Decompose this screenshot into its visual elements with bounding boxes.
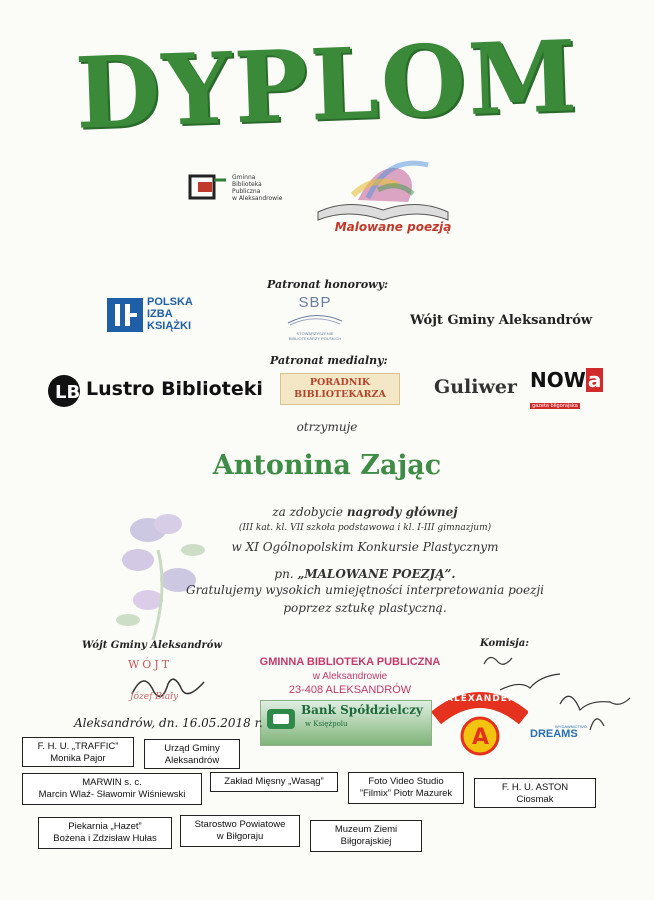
sponsor-line: Aleksandrów [164, 755, 220, 766]
guliwer-logo: Guliwer [434, 376, 517, 398]
award-bold: nagrody głównej [346, 505, 458, 519]
committee-label: Komisja: [480, 638, 529, 649]
library-stamp-line2: w Aleksandrowie [312, 671, 388, 682]
sbp-logo-subtext: STOWARZYSZENIE BIBLIOTEKARZY POLSKICH [288, 331, 342, 341]
congrats-line1: Gratulujemy wysokich umiejętności interpretowania poezji [185, 583, 544, 597]
sponsor-box [210, 772, 338, 792]
sponsor-line: MARWIN s. c. [82, 777, 142, 788]
nowa-logo [530, 368, 602, 409]
sponsor-line: w Biłgoraju [216, 831, 264, 842]
alexander-text: ALEXANDER [446, 694, 516, 704]
alexander-logo [432, 688, 528, 758]
sponsor-line: Foto Video Studio [368, 776, 444, 787]
wojt-signature-label: Wójt Gminy Aleksandrów [82, 640, 223, 651]
poradnik-line2: BIBLIOTEKARZA [294, 389, 386, 400]
award-prefix: za zdobycie [272, 505, 347, 519]
library-logo-text [232, 174, 282, 202]
open-book-art-icon [308, 150, 458, 230]
contest-logo-label: Malowane poezją [334, 220, 452, 234]
poradnik-logo [280, 373, 400, 405]
svg-text:A: A [472, 725, 490, 750]
pik-logo-text [147, 296, 193, 332]
library-logo-line: Publiczna [232, 188, 261, 195]
sponsor-line: ”Filmix” Piotr Mazurek [359, 788, 453, 799]
sponsor-line: Piekarnia „Hazet” [68, 821, 142, 832]
media-patronage-label: Patronat medialny: [270, 354, 388, 367]
pik-line: IZBA [147, 308, 173, 320]
nowa-a-text: a [587, 368, 602, 392]
poradnik-line1: PORADNIK [309, 377, 371, 388]
sponsor-line: Biłgorajskiej [340, 836, 392, 847]
wojt-stamp: WÓJT [128, 658, 173, 671]
contest-name: „MALOWANE POEZJĄ”. [297, 567, 456, 581]
sponsor-line: Monika Pajor [50, 753, 106, 764]
library-logo-line: w Aleksandrowie [232, 195, 283, 202]
sponsor-line: Urząd Gminy [164, 743, 220, 754]
book-logo-icon [186, 170, 230, 206]
contest-line: w XI Ogólnopolskim Konkursie Plastycznym [231, 540, 499, 554]
bank-logo [260, 700, 432, 746]
lustro-biblioteki-logo [46, 373, 266, 407]
sponsor-line: Starostwo Powiatowe [194, 819, 286, 830]
sbp-swoosh-icon [280, 311, 350, 327]
sponsor-line: F. H. U. ASTON [501, 782, 569, 793]
sponsor-box [144, 739, 240, 769]
contest-name-prefix: pn. [274, 567, 298, 581]
receives-label: otrzymuje [296, 420, 358, 434]
sponsor-box [348, 772, 464, 804]
library-stamp-line1: GMINNA BIBLIOTEKA PUBLICZNA [259, 656, 441, 668]
sbp-logo-text: SBP [298, 294, 332, 311]
sponsor-line: Bożena i Zdzisław Hułas [53, 833, 157, 844]
sponsor-box [22, 773, 202, 805]
nowa-text: NOW [530, 368, 586, 392]
bank-name: Bank Spółdzielczy [301, 703, 423, 717]
sponsor-box [180, 815, 300, 847]
sponsor-box [474, 778, 596, 808]
sponsor-line: F. H. U. „TRAFFIC” [37, 741, 119, 752]
sponsor-line: Marcin Wlaź- Sławomir Wiśniewski [38, 789, 186, 800]
nowa-subtitle: gazeta biłgorajska [532, 403, 578, 409]
congrats-line2: poprzez sztukę plastyczną. [283, 601, 447, 615]
sponsor-line: Ciosmak [516, 794, 554, 805]
place-date: Aleksandrów, dn. 16.05.2018 r. [74, 716, 263, 730]
signatory-name: Józef Biały [130, 692, 179, 702]
sbp-logo [280, 290, 350, 356]
honorary-patronage-label: Patronat honorowy: [267, 278, 389, 291]
dreams-publisher-label: WYDAWNICTWO [555, 724, 587, 729]
diploma-title: DYPLOM [73, 19, 581, 152]
bank-subtitle: w Księżpolu [305, 720, 348, 728]
pik-line: POLSKA [147, 296, 193, 308]
lustro-logo-text: Lustro Biblioteki [86, 378, 263, 400]
bank-logo-icon [265, 707, 299, 737]
recipient-name: Antonina Zając [212, 450, 442, 481]
sponsor-box [22, 737, 134, 767]
wojt-patron: Wójt Gminy Aleksandrów [410, 313, 593, 328]
sponsor-line: Zakład Mięsny „Wasąg” [224, 776, 324, 787]
svg-text:LB: LB [55, 382, 81, 403]
sponsor-line: Muzeum Ziemi [334, 824, 398, 835]
sponsor-box [38, 817, 172, 849]
award-line [100, 505, 630, 519]
lustro-logo-icon [46, 373, 82, 409]
pik-logo [107, 296, 225, 334]
library-logo-line: Biblioteka [232, 181, 262, 188]
library-logo-line: Gminna [232, 174, 256, 181]
pik-line: KSIĄŻKI [147, 320, 191, 332]
sponsor-box [310, 820, 422, 852]
contest-name-line [100, 567, 630, 581]
dreams-logo: DREAMS [530, 728, 578, 740]
library-logo [186, 170, 296, 210]
category-line: (III kat. kl. VII szkoła podstawowa i kl. I-III gimnazjum) [238, 523, 492, 533]
library-stamp-line3: 23-408 ALEKSANDRÓW [288, 684, 412, 696]
